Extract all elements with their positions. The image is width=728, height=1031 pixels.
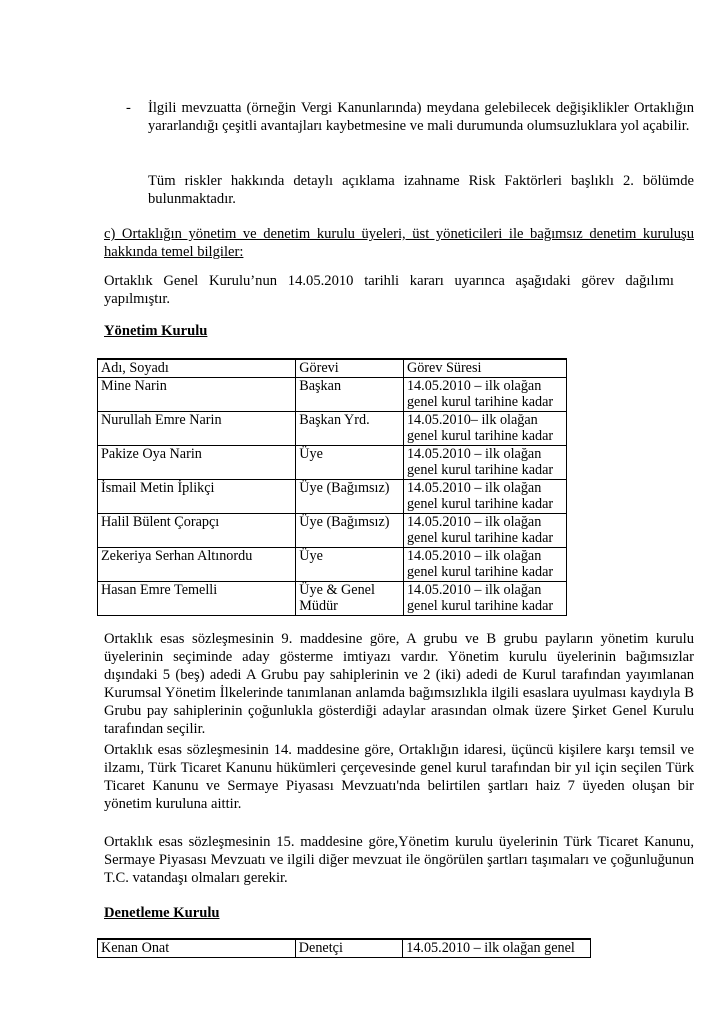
- auditor-term: 14.05.2010 – ilk olağan genel: [403, 939, 591, 957]
- header-term: Görev Süresi: [403, 359, 566, 377]
- table-row: [98, 581, 567, 615]
- member-role: Başkan Yrd.: [296, 411, 404, 445]
- table-row: [98, 939, 591, 957]
- yonetim-kurulu-table: [97, 358, 567, 616]
- member-name: Mine Narin: [98, 377, 296, 411]
- paragraph-madde-14: Ortaklık esas sözleşmesinin 14. maddesine göre, Ortaklığın idaresi, üçüncü kişilere karşı temsil ve ilzamı, Türk Ticaret Kanunu hükümleri çerçevesinde genel kurul tarafından bir yıl için seçilen Türk Ticaret Kanunu ve Sermaye Piyasası Mevzuatı'nda belirtilen şartları haiz 7 üyeden oluşan bir yönetim kuruluna aittir.: [104, 742, 694, 812]
- member-name: Hasan Emre Temelli: [98, 581, 296, 615]
- member-term: 14.05.2010 – ilk olağan genel kurul tarihine kadar: [403, 479, 566, 513]
- paragraph-gorev-dagilimi: Ortaklık Genel Kurulu’nun 14.05.2010 tarihli kararı uyarınca aşağıdaki görev dağılımı yapılmıştır.: [104, 273, 674, 307]
- table-row: [98, 445, 567, 479]
- yonetim-kurulu-heading: Yönetim Kurulu: [104, 323, 208, 339]
- section-c-heading: c) Ortaklığın yönetim ve denetim kurulu üyeleri, üst yöneticileri ile bağımsız denetim kuruluşu hakkında temel bilgiler:: [104, 226, 694, 260]
- bullet-text: İlgili mevzuatta (örneğin Vergi Kanunlarında) meydana gelebilecek değişiklikler Ortaklığın yararlandığı çeşitli avantajları kaybetmesine ve mali durumunda olumsuzluklara yol açabilir.: [148, 100, 694, 134]
- table-row: [98, 547, 567, 581]
- table-row: [98, 513, 567, 547]
- member-term: 14.05.2010 – ilk olağan genel kurul tarihine kadar: [403, 547, 566, 581]
- member-name: Zekeriya Serhan Altınordu: [98, 547, 296, 581]
- member-term: 14.05.2010 – ilk olağan genel kurul tarihine kadar: [403, 445, 566, 479]
- header-name: Adı, Soyadı: [98, 359, 296, 377]
- member-name: Pakize Oya Narin: [98, 445, 296, 479]
- member-role: Üye: [296, 445, 404, 479]
- member-name: Halil Bülent Çorapçı: [98, 513, 296, 547]
- member-name: İsmail Metin İplikçi: [98, 479, 296, 513]
- auditor-name: Kenan Onat: [98, 939, 296, 957]
- paragraph-madde-9: Ortaklık esas sözleşmesinin 9. maddesine göre, A grubu ve B grubu payların yönetim kurulu üyelerinin seçiminde aday gösterme imtiyazı vardır. Yönetim kurulu üyelerinin bağımsızlar dışındaki 5 (beş) adedi A Grubu pay sahiplerinin ve 2 (iki) adedi de Kurul tarafından yayımlanan Kurumsal Yönetim İlkelerinde tanımlanan anlamda bağımsızlıkla ilgili esaslara uyulması kaydıyla B Grubu pay sahiplerinin çoğunlukla gösterdiği adaylar arasından olmak üzere Şirket Genel Kurulu tarafından seçilir.: [104, 631, 694, 737]
- table-header-row: [98, 359, 567, 377]
- table-row: [98, 411, 567, 445]
- member-role: Üye (Bağımsız): [296, 513, 404, 547]
- member-term: 14.05.2010 – ilk olağan genel kurul tarihine kadar: [403, 513, 566, 547]
- member-name: Nurullah Emre Narin: [98, 411, 296, 445]
- header-role: Görevi: [296, 359, 404, 377]
- denetleme-kurulu-table: [97, 938, 591, 958]
- member-term: 14.05.2010– ilk olağan genel kurul tarihine kadar: [403, 411, 566, 445]
- member-term: 14.05.2010 – ilk olağan genel kurul tarihine kadar: [403, 377, 566, 411]
- auditor-role: Denetçi: [295, 939, 402, 957]
- denetleme-kurulu-heading: Denetleme Kurulu: [104, 905, 220, 921]
- table-row: [98, 479, 567, 513]
- table-row: [98, 377, 567, 411]
- bullet-marker: -: [126, 100, 131, 116]
- member-role: Üye (Bağımsız): [296, 479, 404, 513]
- member-role: Üye: [296, 547, 404, 581]
- paragraph-madde-15: Ortaklık esas sözleşmesinin 15. maddesine göre,Yönetim kurulu üyelerinin Türk Ticaret Kanunu, Sermaye Piyasası Mevzuatı ve ilgili diğer mevzuat ile öngörülen şartları taşımaları ve çoğunluğunun T.C. vatandaşı olmaları gerekir.: [104, 834, 694, 886]
- member-term: 14.05.2010 – ilk olağan genel kurul tarihine kadar: [403, 581, 566, 615]
- risk-note: Tüm riskler hakkında detaylı açıklama izahname Risk Faktörleri başlıklı 2. bölümde bulunmaktadır.: [148, 173, 694, 207]
- member-role: Başkan: [296, 377, 404, 411]
- member-role: Üye & Genel Müdür: [296, 581, 404, 615]
